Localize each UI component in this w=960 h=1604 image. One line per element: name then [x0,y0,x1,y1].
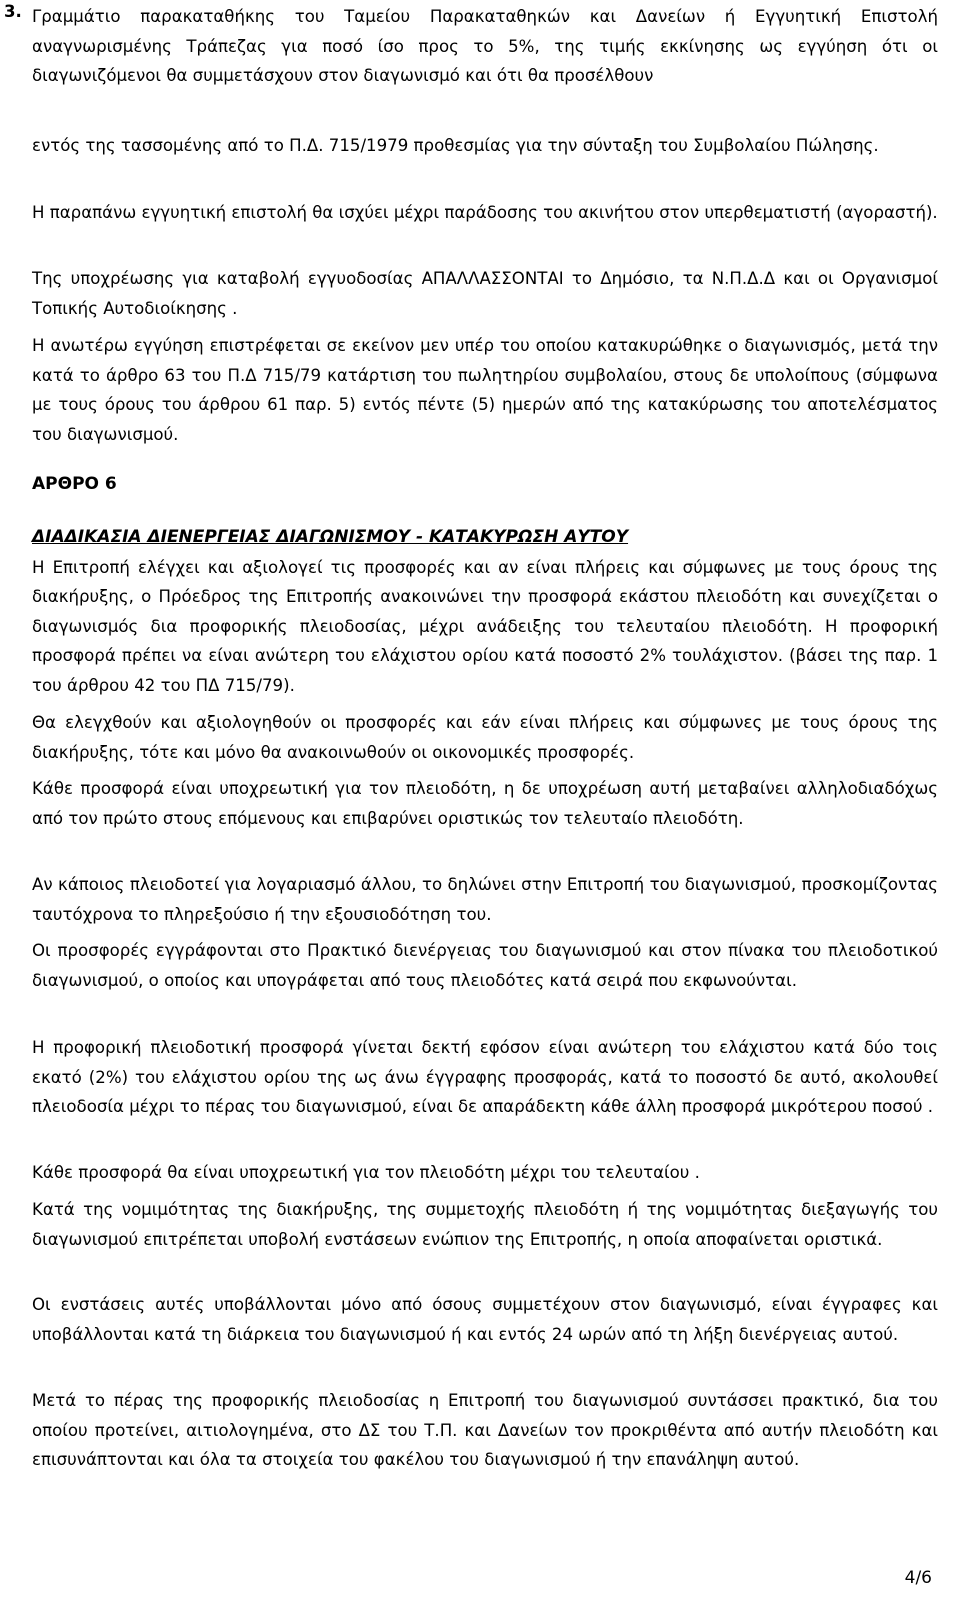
paragraph-bid-binding-until-last: Κάθε προσφορά θα είναι υποχρεωτική για τον πλειοδότη μέχρι του τελευταίου . [32,1163,700,1182]
article-subtitle: ΔΙΑΔΙΚΑΣΙΑ ΔΙΕΝΕΡΓΕΙΑΣ ΔΙΑΓΩΝΙΣΜΟΥ - ΚΑΤΑΚΥΡΩΣΗ ΑΥΤΟΥ [32,527,629,547]
item-number: 3. [4,2,22,21]
paragraph-proxy-bidder: Αν κάποιος πλειοδοτεί για λογαριασμό άλλου, το δηλώνει στην Επιτροπή του διαγωνισμού, προσκομίζοντας ταυτόχρονα το πληρεξούσιο ή την εξουσιοδότηση του. [32,875,938,924]
paragraph-guarantee-return: Η ανωτέρω εγγύηση επιστρέφεται σε εκείνον μεν υπέρ του οποίου κατακυρώθηκε ο διαγωνισμός, μετά την κατά το άρθρο 63 του Π.Δ 715/79 κατάρτιση του πωλητηρίου συμβολαίου, στους δε υπολοίπους (σύμφωνα με τους όρους του άρθρου 61 παρ. 5) εντός πέντε (5) ημερών από της κατακύρωσης του αποτελέσματος του διαγωνισμού. [32,336,938,444]
paragraph-offers-recorded: Οι προσφορές εγγράφονται στο Πρακτικό διενέργειας του διαγωνισμού και στον πίνακα του πλειοδοτικού διαγωνισμού, ο οποίος και υπογράφεται από τους πλειοδότες κατά σειρά που εκφωνούνται. [32,941,938,990]
page-number: 4/6 [904,1568,932,1588]
paragraph-guarantee-validity: Η παραπάνω εγγυητική επιστολή θα ισχύει μέχρι παράδοσης του ακινήτου στον υπερθεματιστή (αγοραστή). [32,203,938,222]
item-3-continuation: εντός της τασσομένης από το Π.Δ. 715/1979 προθεσμίας για την σύνταξη του Συμβολαίου Πώλησης. [32,136,879,155]
paragraph-objections: Κατά της νομιμότητας της διακήρυξης, της συμμετοχής πλειοδότη ή της νομιμότητας διεξαγωγής του διαγωνισμού επιτρέπεται υποβολή ενστάσεων ενώπιον της Επιτροπής, η οποία αποφαίνεται οριστικά. [32,1200,938,1249]
paragraph-oral-bid: Η προφορική πλειοδοτική προσφορά γίνεται δεκτή εφόσον είναι ανώτερη του ελάχιστου κατά δύο τοις εκατό (2%) του ελάχιστου ορίου της ως άνω έγγραφης προσφοράς, κατά το ποσοστό δε αυτό, ακολουθεί πλειοδοσία μέχρι το πέρας του διαγωνισμού, είναι δε απαράδεκτη κάθε άλλη προσφορά μικρότερου ποσού . [32,1038,938,1116]
paragraph-evaluation: Η Επιτροπή ελέγχει και αξιολογεί τις προσφορές και αν είναι πλήρεις και σύμφωνες με τους όρους της διακήρυξης, ο Πρόεδρος της Επιτροπής ανακοινώνει την προσφορά εκάστου πλειοδότη και συνεχίζεται ο διαγωνισμός δια προφορικής πλειοδοσίας, μέχρι ανάδειξης του τελευταίου πλειοδότη. Η προφορική προσφορά πρέπει να είναι ανώτερη του ελάχιστου ορίου κατά ποσοστό 2% τουλάχιστον. (βάσει της παρ. 1 του άρθρου 42 του ΠΔ 715/79). [32,557,938,695]
paragraph-exemption: Της υποχρέωσης για καταβολή εγγυοδοσίας ΑΠΑΛΛΑΣΣΟΝΤΑΙ το Δημόσιο, τα Ν.Π.Δ.Δ και οι Οργανισμοί Τοπικής Αυτοδιοίκησης . [32,269,938,318]
paragraph-minutes: Μετά το πέρας της προφορικής πλειοδοσίας η Επιτροπή του διαγωνισμού συντάσσει πρακτικό, δια του οποίου προτείνει, αιτιολογημένα, στο ΔΣ του Τ.Π. και Δανείων τον προκριθέντα από αυτήν πλειοδότη και επισυνάπτονται και όλα τα στοιχεία του φακέλου του διαγωνισμού ή την επανάληψη αυτού. [32,1391,938,1469]
paragraph-announce-offers: Θα ελεγχθούν και αξιολογηθούν οι προσφορές και εάν είναι πλήρεις και σύμφωνες με τους όρους της διακήρυξης, τότε και μόνο θα ανακοινωθούν οι οικονομικές προσφορές. [32,713,938,762]
article-title: ΑΡΘΡΟ 6 [32,474,117,494]
item-3-text: Γραμμάτιο παρακαταθήκης του Ταμείου Παρακαταθηκών και Δανείων ή Εγγυητική Επιστολή αναγνωρισμένης Τράπεζας για ποσό ίσο προς το 5%, της τιμής εκκίνησης ως εγγύηση ότι οι διαγωνιζόμενοι θα συμμετάσχουν στον διαγωνισμό και ότι θα προσέλθουν [32,7,938,85]
paragraph-objections-submission: Οι ενστάσεις αυτές υποβάλλονται μόνο από όσους συμμετέχουν στον διαγωνισμό, είναι έγγραφες και υποβάλλονται κατά τη διάρκεια του διαγωνισμού ή και εντός 24 ωρών από τη λήξη διενέργειας αυτού. [32,1295,938,1344]
article-body-first [32,523,938,700]
paragraph-offer-binding: Κάθε προσφορά είναι υποχρεωτική για τον πλειοδότη, η δε υποχρέωση αυτή μεταβαίνει αλληλοδιαδόχως από τον πρώτο στους επόμενους και επιβαρύνει οριστικώς τον τελευταίο πλειοδότη. [32,779,938,828]
